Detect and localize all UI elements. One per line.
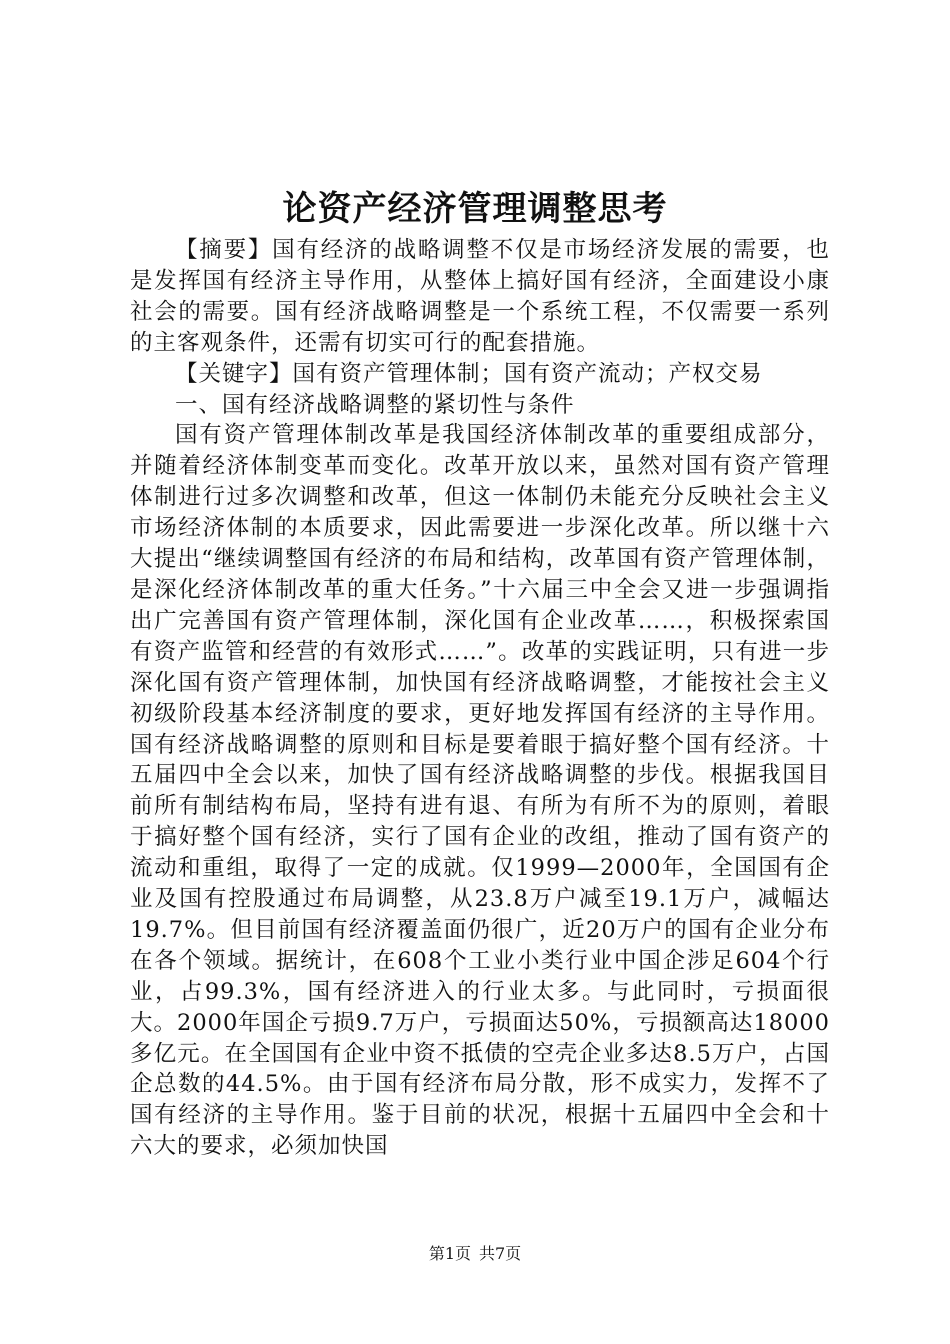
- page-total: 共7页: [479, 1244, 522, 1263]
- keywords-paragraph: 【关键字】国有资产管理体制；国有资产流动；产权交易: [175, 360, 763, 387]
- page-footer: [0, 1243, 950, 1265]
- body-paragraph: 国有资产管理体制改革是我国经济体制改革的重要组成部分，并随着经济体制变革而变化。改革开放以来，虽然对国有资产管理体制进行过多次调整和改革，但这一体制仍未能充分反映社会主义市场经济体制的本质要求，因此需要进一步深化改革。所以继十六大提出“继续调整国有经济的布局和结构，改革国有资产管理体制，是深化经济体制改革的重大任务。”十六届三中全会又进一步强调指出广完善国有资产管理体制，深化国有企业改革……，积极探索国有资产监管和经营的有效形式……”。改革的实践证明，只有进一步深化国有资产管理体制，加快国有经济战略调整，才能按社会主义初级阶段基本经济制度的要求，更好地发挥国有经济的主导作用。国有经济战略调整的原则和目标是要着眼于搞好整个国有经济。十五届四中全会以来，加快了国有经济战略调整的步伐。根据我国目前所有制结构布局，坚持有进有退、有所为有所不为的原则，着眼于搞好整个国有经济，实行了国有企业的改组，推动了国有资产的流动和重组，取得了一定的成就。仅1999—2000年，全国国有企业及国有控股通过布局调整，从23.8万户减至19.1万户，减幅达19.7%。但目前国有经济覆盖面仍很广，近20万户的国有企业分布在各个领域。据统计，在608个工业小类行业中国企涉足604个行业，占99.3%，国有经济进入的行业太多。与此同时，亏损面很大。2000年国企亏损9.7万户，亏损面达50%，亏损额高达18000多亿元。在全国国有企业中资不抵债的空壳企业多达8.5万户，占国企总数的44.5%。由于国有经济布局分散，形不成实力，发挥不了国有经济的主导作用。鉴于目前的状况，根据十五届四中全会和十六大的要求，必须加快国: [130, 422, 830, 1160]
- document-title: 论资产经济管理调整思考: [282, 189, 668, 229]
- abstract-paragraph: 【摘要】国有经济的战略调整不仅是市场经济发展的需要，也是发挥国有经济主导作用，从整体上搞好国有经济，全面建设小康社会的需要。国有经济战略调整是一个系统工程，不仅需要一系列的主客观条件，还需有切实可行的配套措施。: [130, 237, 830, 356]
- document-body: [130, 235, 830, 1162]
- section-heading: 一、国有经济战略调整的紧切性与条件: [175, 391, 575, 418]
- page-number: 第1页: [428, 1244, 471, 1263]
